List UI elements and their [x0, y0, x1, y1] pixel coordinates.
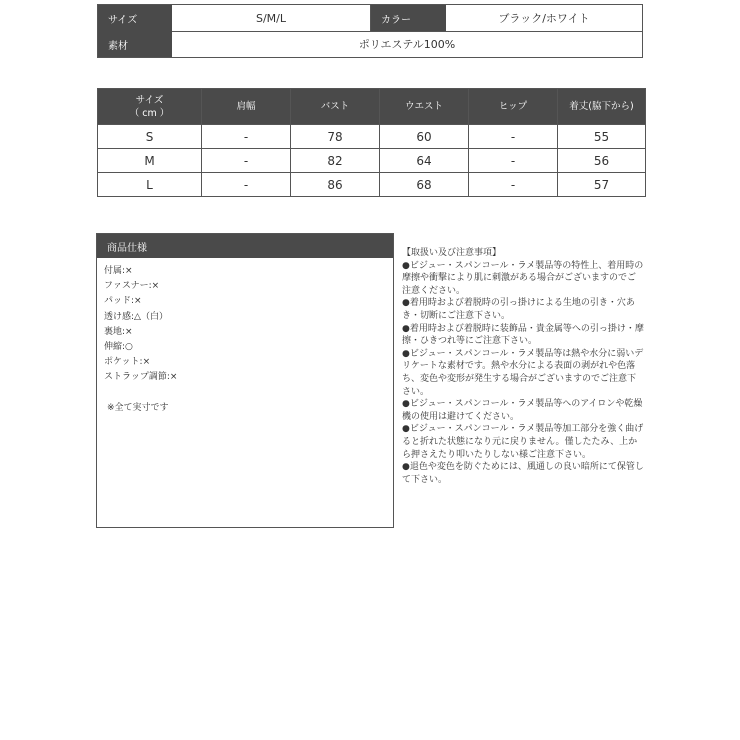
product-spec-box	[96, 233, 394, 528]
size-table	[97, 88, 646, 197]
cell-waist: 64	[380, 149, 469, 173]
cell-shoulder: -	[202, 173, 291, 197]
care-note: ●ビジュー・スパンコール・ラメ製品等加工部分を強く曲げると折れた状態になり元に戻りません。僅したたみ、上から押さえたり叩いたりしない様ご注意下さい。	[402, 424, 644, 460]
header-waist: ウエスト	[380, 89, 469, 125]
spec-list	[97, 258, 393, 386]
care-note: ●ビジュー・スパンコール・ラメ製品等は熱や水分に弱いデリケートな素材です。熱や水分による表面の剥がれや色落ち、変色や変形が発生する場合がございますのでご注意下さい。	[402, 348, 644, 397]
spec-note: ※全て実寸です	[107, 402, 169, 413]
cell-bust: 86	[291, 173, 380, 197]
cell-length: 56	[558, 149, 646, 173]
color-label: カラー	[371, 5, 446, 31]
header-shoulder: 肩幅	[202, 89, 291, 125]
table-row	[98, 149, 646, 173]
header-bust: バスト	[291, 89, 380, 125]
cell-length: 55	[558, 125, 646, 149]
table-row	[98, 173, 646, 197]
info-row-size-color	[98, 5, 642, 32]
table-row	[98, 125, 646, 149]
spec-item-lining: 裏地:×	[104, 326, 133, 337]
cell-hip: -	[469, 173, 558, 197]
cell-hip: -	[469, 149, 558, 173]
spec-item-stretch: 伸縮:○	[104, 342, 133, 353]
cell-shoulder: -	[202, 149, 291, 173]
spec-item-sheerness: 透け感:△（白）	[104, 311, 168, 322]
cell-bust: 78	[291, 125, 380, 149]
care-note: ●退色や変色を防ぐためには、風通しの良い暗所にて保管して下さい。	[402, 462, 644, 485]
cell-bust: 82	[291, 149, 380, 173]
size-value: S/M/L	[172, 5, 371, 31]
spec-item-pocket: ポケット:×	[104, 357, 151, 368]
material-value: ポリエステル100%	[358, 38, 456, 51]
size-label: サイズ	[98, 5, 172, 31]
cell-shoulder: -	[202, 125, 291, 149]
cell-waist: 60	[380, 125, 469, 149]
product-info-table	[97, 4, 643, 58]
color-value: ブラック/ホワイト	[498, 12, 590, 25]
care-notes	[402, 247, 644, 486]
cell-hip: -	[469, 125, 558, 149]
spec-item-accessory: 付属:×	[104, 266, 133, 276]
header-length: 着丈(脇下から)	[558, 89, 646, 125]
spec-title: 商品仕様	[97, 234, 393, 258]
header-hip: ヒップ	[469, 89, 558, 125]
care-note: ●ビジュー・スパンコール・ラメ製品等の特性上、着用時の摩擦や衝撃により肌に刺激がある場合がございますのでご注意ください。	[402, 260, 644, 296]
care-note: ●着用時および着脱時の引っ掛けによる生地の引き・穴あき・切断にご注意下さい。	[402, 298, 635, 321]
care-note: ●着用時および着脱時に装飾品・貴金属等への引っ掛け・摩擦・ひきつれ等にご注意下さい。	[402, 323, 644, 347]
material-label: 素材	[98, 31, 172, 57]
spec-item-pad: パッド:×	[104, 296, 142, 307]
header-size: サイズ （ cm ）	[98, 89, 202, 125]
cell-waist: 68	[380, 173, 469, 197]
info-row-material	[98, 31, 642, 57]
cell-size: S	[98, 125, 202, 149]
spec-item-strap: ストラップ調節:×	[104, 372, 178, 383]
cell-size: L	[98, 173, 202, 197]
cell-length: 57	[558, 173, 646, 197]
cell-size: M	[98, 149, 202, 173]
care-note: ●ビジュー・スパンコール・ラメ製品等へのアイロンや乾燥機の使用は避けてください。	[402, 399, 643, 422]
spec-item-zipper: ファスナー:×	[104, 281, 160, 292]
care-heading: 【取扱い及び注意事項】	[402, 248, 502, 258]
size-table-header	[98, 89, 646, 125]
